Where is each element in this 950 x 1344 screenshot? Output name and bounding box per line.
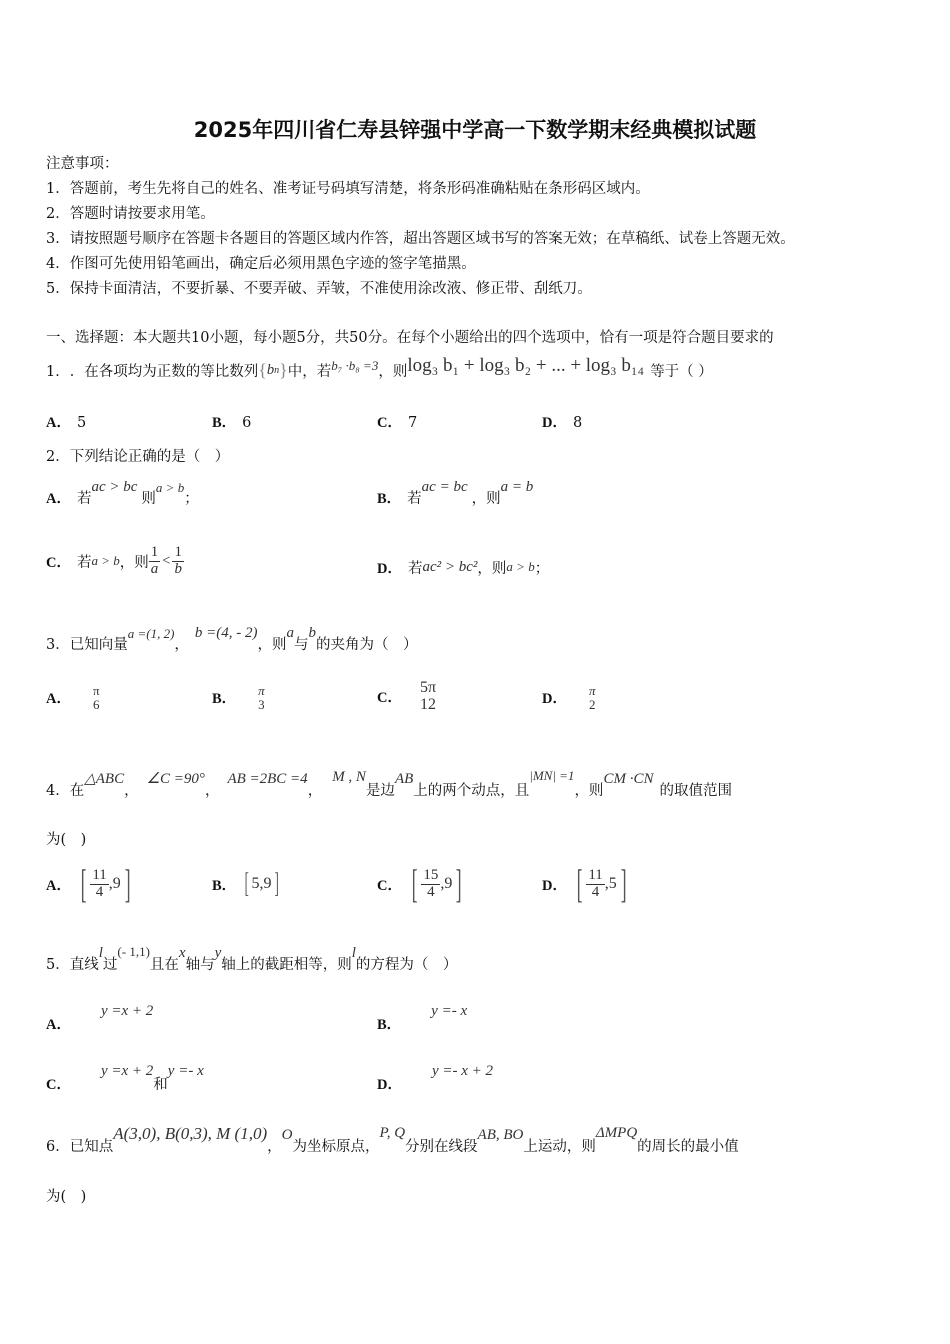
option-c[interactable]: C． 7 [377,415,418,431]
question-5: 5． 直线 l 过 (- 1,1) 且在 x 轴与 y 轴上的截距相等，则 l 的方程为（ ） [46,944,458,973]
option-b[interactable]: B． π 3 [212,683,265,712]
option-d[interactable]: D． [ $\frac{11}{4}$ ,5 ] [542,861,627,906]
section-heading: 一、选择题：本大题共10小题，每小题5分，共50分。在每个小题给出的四个选项中，恰有一项是符合题目要求的 [46,330,774,346]
brace-close: } [279,359,288,380]
option-c[interactable]: C． y =x + 2 和 y =- x [46,1063,204,1093]
question-text: 中，若 [287,363,332,380]
question-6: 6． 已知点 A(3,0), B(0,3), M (1,0) ， O 为坐标原点， P, Q 分别在线段 AB, BO 上运动，则 ΔMPQ 的周长的最小值 [46,1124,739,1155]
sequence-symbol: b [266,361,275,378]
question-text: ，则 [378,363,408,380]
notice-item: 3．请按照题号顺序在答题卡各题目的答题区域内作答，超出答题区域书写的答案无效；在草稿纸、试卷上答题无效。 [46,231,795,247]
option-d[interactable]: D． y =- x + 2 [377,1063,494,1093]
notice-item: 4．作图可先使用铅笔画出，确定后必须用黑色字迹的签字笔描黑。 [46,256,476,272]
option-b[interactable]: B． [ 5,9 ] [212,868,279,899]
option-d[interactable]: D． 8 [542,415,583,431]
question-number: 2． [46,449,70,465]
question-text: 等于（ ） [650,363,713,380]
question-text: 下列结论正确的是（ ） [69,449,230,465]
option-a[interactable]: A． [ $\frac{11}{4}$ ,9 ] [46,861,131,906]
question-text: ．在各项均为正数的等比数列 [69,363,259,380]
option-b[interactable]: B． 6 [212,415,252,431]
math-expression: log₃ b₁ + log₃ b₂ + ... + log₃ b₁₄ [407,355,645,376]
option-c[interactable]: C． [ $\frac{15}{4}$ ,9 ] [377,861,462,906]
math-condition: b₇ ·b₈ =3 [331,358,379,373]
option-b[interactable]: B． y =- x [377,1003,468,1033]
option-a[interactable]: A． y =x + 2 [46,1003,154,1033]
question-6-cont: 为( ) [46,1189,87,1205]
brace-open: { [258,359,267,380]
notice-item: 2．答题时请按要求用笔。 [46,206,215,222]
option-a[interactable]: A． 5 [46,415,87,431]
question-4-cont: 为( ) [46,832,87,848]
notice-item: 5．保持卡面清洁，不要折暴、不要弄破、弄皱，不准使用涂改液、修正带、刮纸刀。 [46,281,592,297]
option-c[interactable]: C． 5π 12 [377,679,437,713]
option-d[interactable]: D． 若 ac² > bc² ，则 a > b ； [377,558,550,577]
question-2 [46,445,229,466]
question-4: 4． 在 △ABC ， ∠C =90° ， AB =2BC =4 ， M , N 是边 AB 上的两个动点，且 |MN| =1 ，则 CM ·CN 的取值范围 [46,768,732,799]
question-3: 3． 已知向量 a =(1, 2) ， b =(4, - 2) ，则 a 与 b 的夹角为（ ） [46,625,418,653]
option-a[interactable]: A． 若 ac > bc 则 a > b ； [46,479,199,507]
option-d[interactable]: D． π 2 [542,683,596,712]
notice-heading: 注意事项： [46,156,119,172]
notice-item: 1．答题前，考生先将自己的姓名、准考证号码填写清楚，将条形码准确粘贴在条形码区域内。 [46,181,650,197]
question-1 [46,352,713,388]
option-a[interactable]: A． π 6 [46,683,100,712]
option-b[interactable]: B． 若 ac = bc ，则 a = b [377,479,534,507]
page-title: 2025年四川省仁寿县锌强中学高一下数学期末经典模拟试题 [193,118,757,142]
option-c[interactable]: C． 若 a > b ，则 $\frac{1}{a}$ < $\frac{1}{b}$ [46,543,182,577]
question-number: 1． [46,363,70,380]
sequence-subscript: n [274,364,280,376]
